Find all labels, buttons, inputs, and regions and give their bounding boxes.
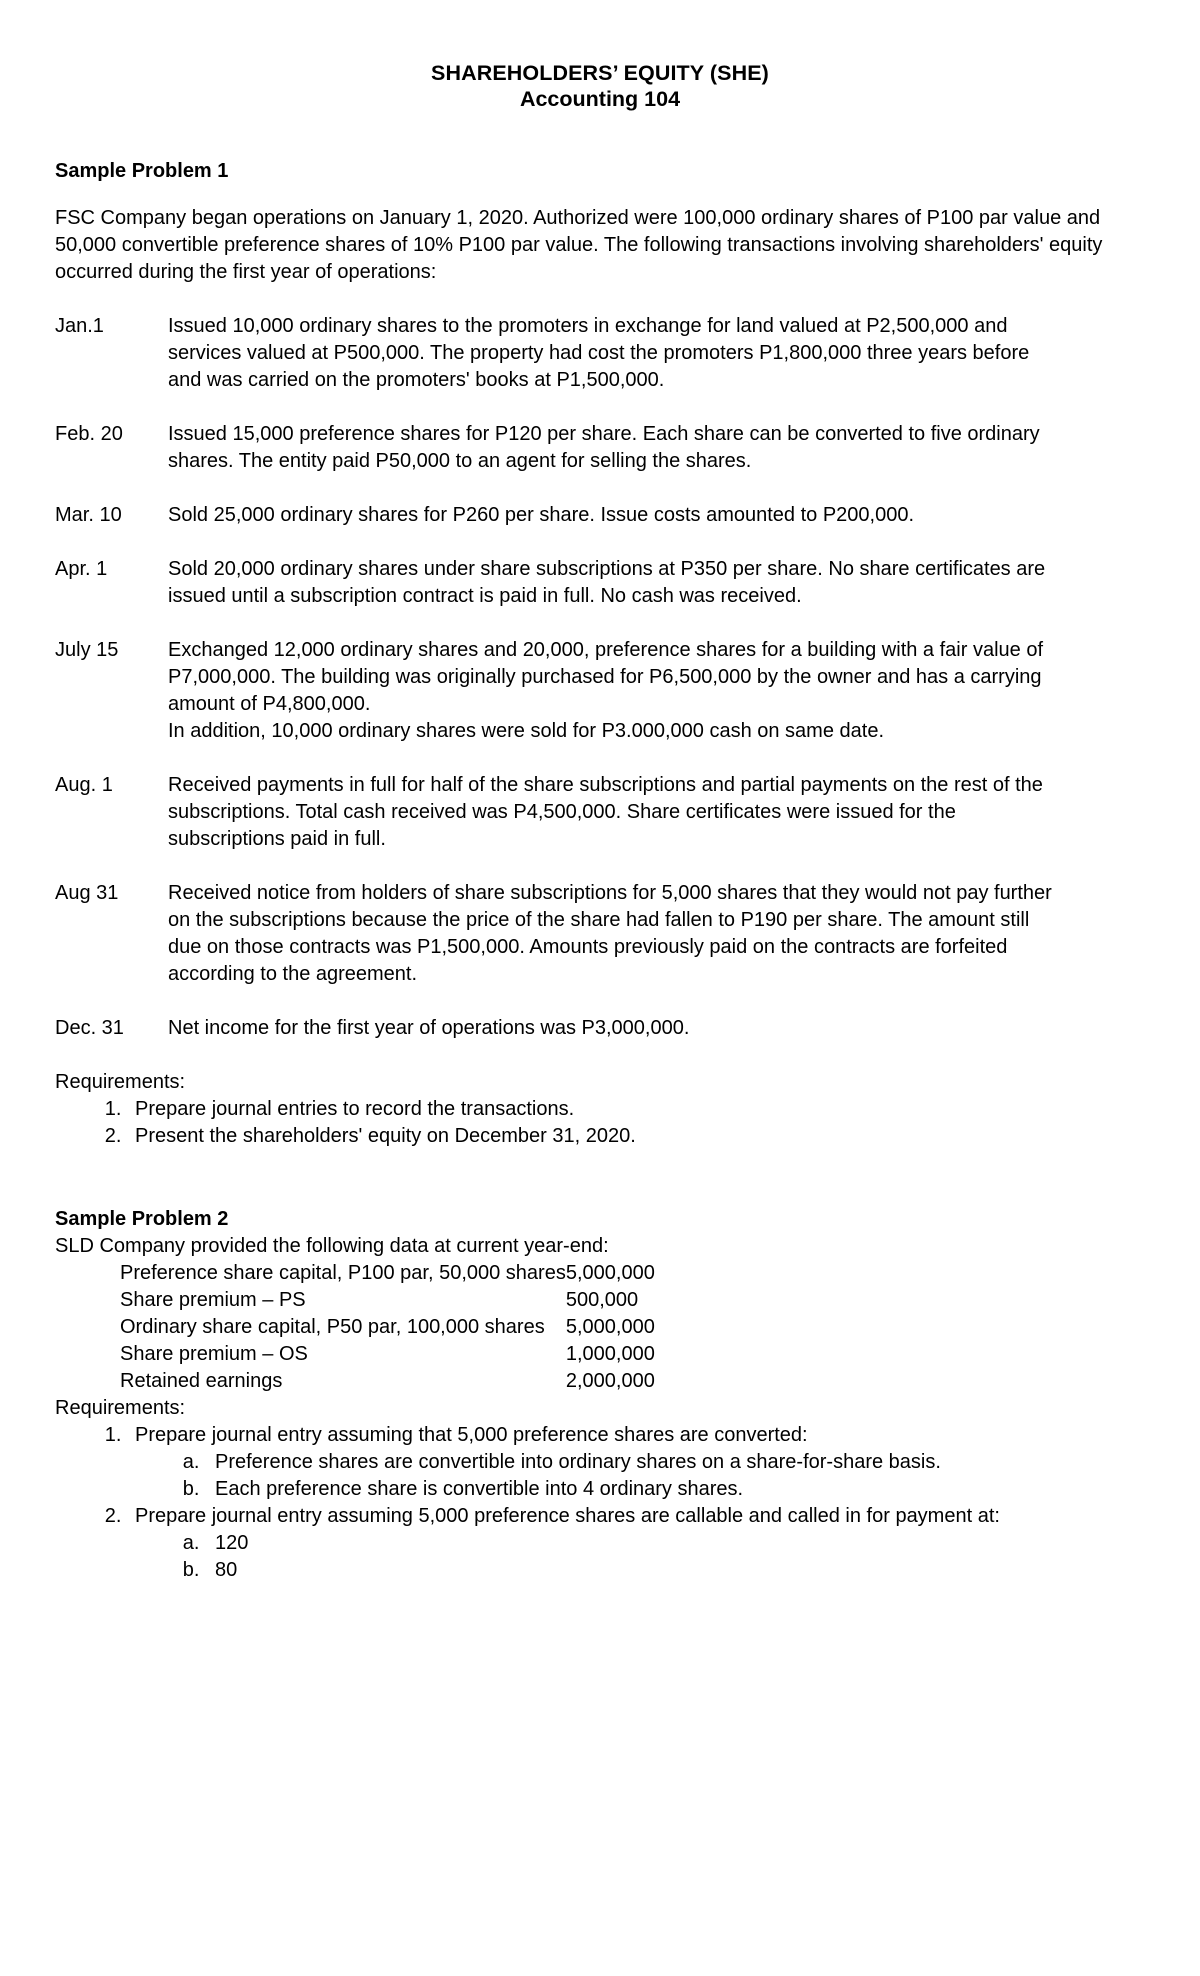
requirement-text: Prepare journal entry assuming that 5,000 preference shares are converted: bbox=[135, 1424, 808, 1446]
transaction-date: Aug 31 bbox=[55, 882, 119, 904]
transaction-description-main: Exchanged 12,000 ordinary shares and 20,000, preference shares for a building with a fair value of P7,000,000. The building was originally purchased for P6,500,000 by the owner and has a carrying amount of P4,800,000. bbox=[168, 639, 1043, 715]
data-amount: 500,000 bbox=[565, 1289, 639, 1311]
transaction-date: Aug. 1 bbox=[55, 774, 113, 796]
problem2-data-table bbox=[120, 1260, 655, 1395]
transaction-description: Sold 20,000 ordinary shares under share subscriptions at P350 per share. No share certificates are issued until a subscription contract is paid in full. No cash was received. bbox=[168, 558, 1046, 607]
problem1-requirements-label: Requirements: bbox=[55, 1071, 186, 1093]
data-label: Preference share capital, P100 par, 50,000 shares bbox=[120, 1262, 566, 1284]
document-subtitle: Accounting 104 bbox=[519, 87, 681, 111]
transaction-description-extra: In addition, 10,000 ordinary shares were sold for P3.000,000 cash on same date. bbox=[168, 720, 885, 742]
table-row bbox=[120, 1314, 655, 1341]
table-row bbox=[120, 1368, 655, 1395]
transaction-row bbox=[55, 556, 1145, 610]
transaction-description: Received notice from holders of share subscriptions for 5,000 shares that they would not pay further on the subscriptions because the price of the share had fallen to P190 per share. The amount still due on those contracts was P1,500,000. Amounts previously paid on the contracts are forfeited according to the agreement. bbox=[168, 882, 1052, 985]
requirement-subitem: b. Each preference share is convertible into 4 ordinary shares. bbox=[205, 1476, 1145, 1503]
transaction-description bbox=[168, 637, 1058, 745]
table-row bbox=[120, 1260, 655, 1287]
data-amount: 1,000,000 bbox=[565, 1343, 655, 1365]
requirement-sublist bbox=[135, 1449, 1145, 1503]
transaction-description: Net income for the first year of operations was P3,000,000. bbox=[168, 1017, 690, 1039]
requirement-subitem: b. 80 bbox=[205, 1557, 1145, 1584]
requirement-item bbox=[127, 1422, 1145, 1503]
data-label: Ordinary share capital, P50 par, 100,000 shares bbox=[120, 1316, 545, 1338]
transaction-row bbox=[55, 637, 1145, 745]
transaction-date: Mar. 10 bbox=[55, 504, 122, 526]
table-row bbox=[120, 1341, 655, 1368]
problem2-requirements-list bbox=[55, 1422, 1145, 1584]
table-row bbox=[120, 1287, 655, 1314]
transaction-description: Issued 10,000 ordinary shares to the promoters in exchange for land valued at P2,500,000 and services valued at P500,000. The property had cost the promoters P1,800,000 three years before and was carried on the promoters' books at P1,500,000. bbox=[168, 315, 1030, 391]
requirement-item bbox=[127, 1503, 1145, 1584]
problem1-transaction-list bbox=[55, 313, 1145, 1042]
problem1-intro: FSC Company began operations on January 1, 2020. Authorized were 100,000 ordinary shares of P100 par value and 50,000 convertible preference shares of 10% P100 par value. The following transactions involving shareholders' equity occurred during the first year of operations: bbox=[55, 207, 1103, 283]
data-label: Share premium – OS bbox=[120, 1343, 308, 1365]
transaction-row bbox=[55, 1015, 1145, 1042]
transaction-date: July 15 bbox=[55, 639, 119, 661]
requirement-item: 2. Present the shareholders' equity on December 31, 2020. bbox=[127, 1123, 1145, 1150]
data-amount: 5,000,000 bbox=[565, 1262, 655, 1284]
requirement-subitem: a. 120 bbox=[205, 1530, 1145, 1557]
transaction-row bbox=[55, 502, 1145, 529]
title-spacer bbox=[55, 112, 1145, 158]
problem1-requirements-list bbox=[55, 1096, 1145, 1150]
data-label: Retained earnings bbox=[120, 1370, 283, 1392]
transaction-row bbox=[55, 772, 1145, 853]
data-label: Share premium – PS bbox=[120, 1289, 306, 1311]
data-amount: 2,000,000 bbox=[565, 1370, 655, 1392]
transaction-date: Feb. 20 bbox=[55, 423, 123, 445]
transaction-row bbox=[55, 313, 1145, 394]
section-spacer bbox=[55, 1150, 1145, 1206]
transaction-row bbox=[55, 880, 1145, 988]
requirement-sublist bbox=[135, 1530, 1145, 1584]
requirement-subitem: a. Preference shares are convertible into ordinary shares on a share-for-share basis. bbox=[205, 1449, 1145, 1476]
requirement-text: Prepare journal entry assuming 5,000 preference shares are callable and called in for payment at: bbox=[135, 1505, 1000, 1527]
transaction-description: Issued 15,000 preference shares for P120 per share. Each share can be converted to five ordinary shares. The entity paid P50,000 to an agent for selling the shares. bbox=[168, 423, 1040, 472]
data-amount: 5,000,000 bbox=[565, 1316, 655, 1338]
transaction-date: Jan.1 bbox=[55, 315, 104, 337]
problem1-heading: Sample Problem 1 bbox=[55, 160, 229, 182]
problem2-intro: SLD Company provided the following data at current year-end: bbox=[55, 1235, 609, 1257]
transaction-description: Received payments in full for half of the share subscriptions and partial payments on the rest of the subscriptions. Total cash received was P4,500,000. Share certificates were issued for the subscriptions paid in full. bbox=[168, 774, 1043, 850]
transaction-date: Apr. 1 bbox=[55, 558, 108, 580]
problem2-heading: Sample Problem 2 bbox=[55, 1208, 229, 1230]
document-title: SHAREHOLDERS’ EQUITY (SHE) bbox=[431, 61, 769, 85]
problem2-requirements-label: Requirements: bbox=[55, 1397, 186, 1419]
requirement-item: 1. Prepare journal entries to record the transactions. bbox=[127, 1096, 1145, 1123]
transaction-description: Sold 25,000 ordinary shares for P260 per share. Issue costs amounted to P200,000. bbox=[168, 504, 915, 526]
transaction-date: Dec. 31 bbox=[55, 1017, 124, 1039]
transaction-row bbox=[55, 421, 1145, 475]
